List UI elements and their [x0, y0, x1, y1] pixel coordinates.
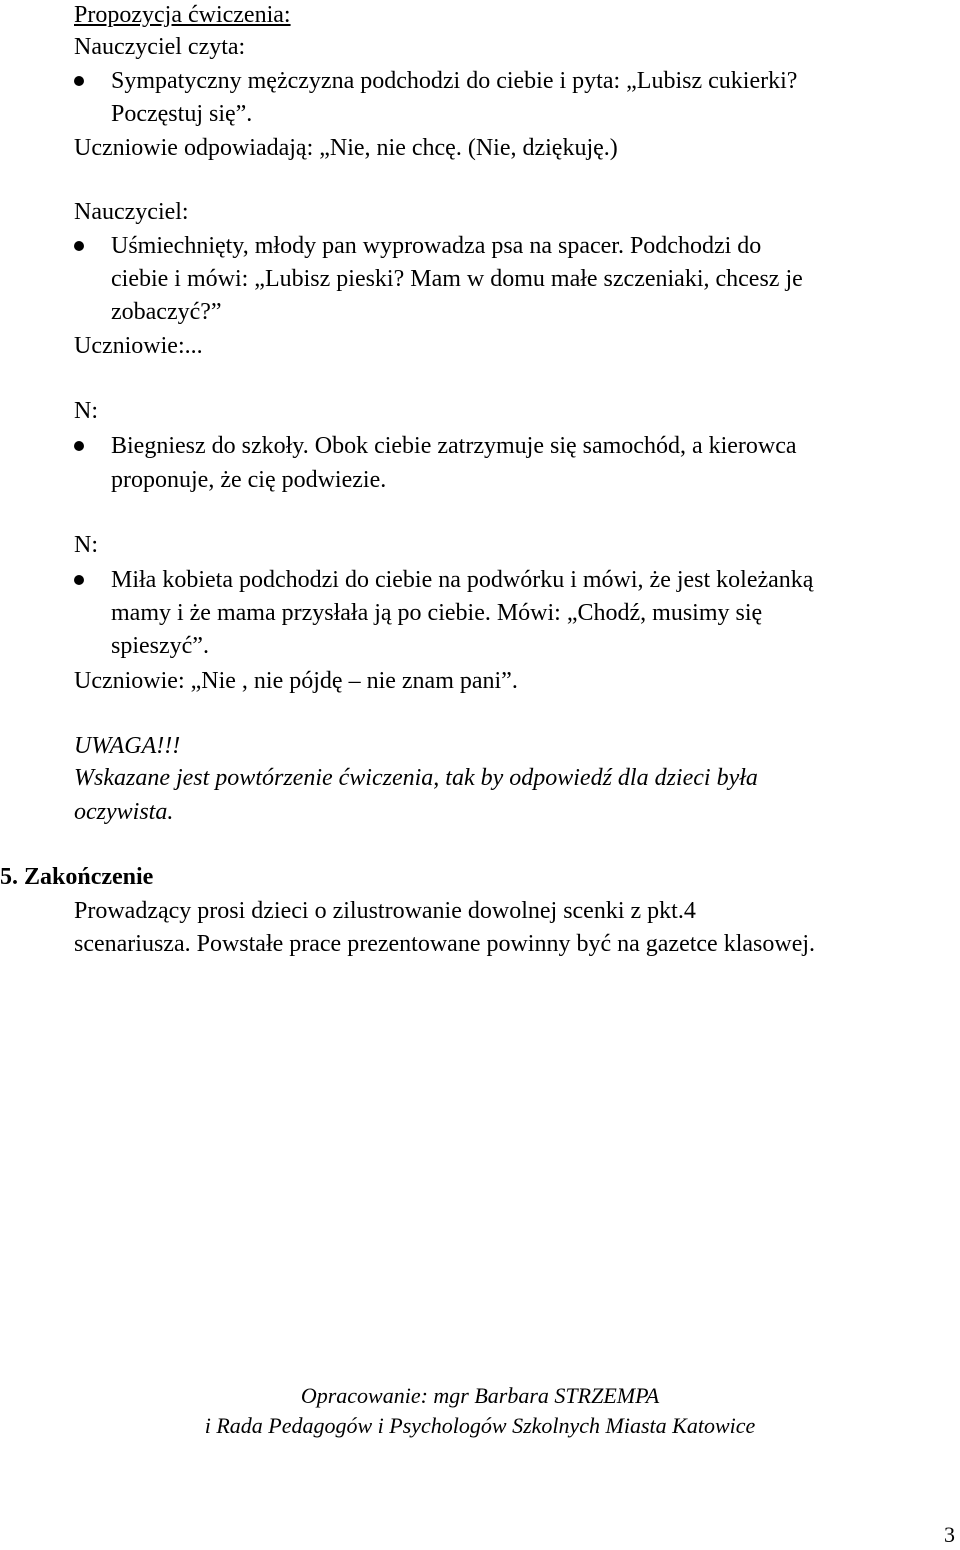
note-line-2: oczywista. — [74, 799, 174, 825]
page-number: 3 — [944, 1522, 955, 1547]
scenario-2-line-2: ciebie i mówi: „Lubisz pieski? Mam w domu małe szczeniaki, chcesz je — [111, 266, 803, 292]
bullet-icon — [74, 241, 84, 251]
scenario-4-line-3: spieszyć”. — [111, 633, 209, 659]
scenario-4-line-1: Miła kobieta podchodzi do ciebie na podwórku i mówi, że jest koleżanką — [111, 567, 814, 593]
scenario-2-line-3: zobaczyć?” — [111, 299, 222, 325]
scenario-4-speaker: N: — [74, 532, 98, 558]
scenario-1-line-2: Poczęstuj się”. — [111, 101, 253, 127]
section-5-line-1: Prowadzący prosi dzieci o zilustrowanie dowolnej scenki z pkt.4 — [74, 898, 696, 924]
scenario-1-line-1: Sympatyczny mężczyzna podchodzi do ciebie i pyta: „Lubisz cukierki? — [111, 68, 798, 94]
bullet-icon — [74, 76, 84, 86]
bullet-icon — [74, 575, 84, 585]
bullet-icon — [74, 441, 84, 451]
scenario-3-line-2: proponuje, że cię podwiezie. — [111, 467, 387, 493]
scenario-4-response: Uczniowie: „Nie , nie pójdę – nie znam pani”. — [74, 668, 518, 694]
section-5-title: 5. Zakończenie — [0, 864, 154, 890]
note-title: UWAGA!!! — [74, 733, 181, 759]
footer-author: Opracowanie: mgr Barbara STRZEMPA — [300, 1383, 660, 1408]
note-line-1: Wskazane jest powtórzenie ćwiczenia, tak by odpowiedź dla dzieci była — [74, 765, 758, 791]
scenario-2-speaker: Nauczyciel: — [74, 199, 189, 225]
scenario-1-speaker: Nauczyciel czyta: — [74, 34, 246, 60]
footer-organization: i Rada Pedagogów i Psychologów Szkolnych Miasta Katowice — [204, 1413, 756, 1438]
scenario-3-line-1: Biegniesz do szkoły. Obok ciebie zatrzymuje się samochód, a kierowca — [111, 433, 797, 459]
scenario-2-line-1: Uśmiechnięty, młody pan wyprowadza psa na spacer. Podchodzi do — [111, 233, 762, 259]
exercise-heading: Propozycja ćwiczenia: — [74, 2, 291, 28]
scenario-3-speaker: N: — [74, 398, 98, 424]
scenario-4-line-2: mamy i że mama przysłała ją po ciebie. Mówi: „Chodź, musimy się — [111, 600, 763, 626]
scenario-1-response: Uczniowie odpowiadają: „Nie, nie chcę. (Nie, dziękuję.) — [74, 135, 618, 161]
section-5-line-2: scenariusza. Powstałe prace prezentowane powinny być na gazetce klasowej. — [74, 931, 816, 957]
scenario-2-response: Uczniowie:... — [74, 333, 203, 359]
